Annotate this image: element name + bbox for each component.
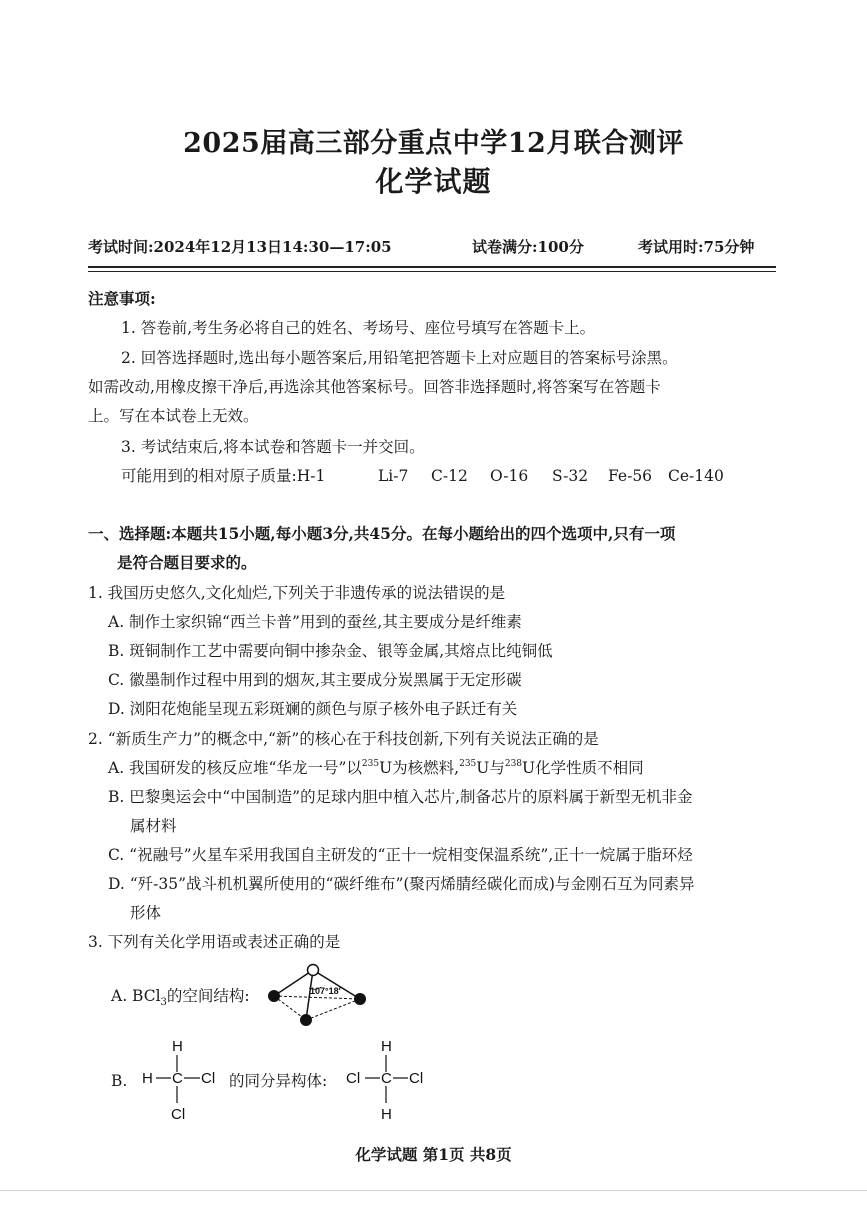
atomic-mass-h: H-1: [296, 467, 326, 485]
atom-top-h: H: [381, 1038, 392, 1055]
atomic-mass-s: S-32: [552, 467, 589, 485]
q3a-subscript: 3: [160, 997, 167, 1008]
question-1-option-b: B. 斑铜制作工艺中需要向铜中掺杂金、银等金属,其熔点比纯铜低: [108, 642, 553, 660]
bond-angle-label: 107°18′: [310, 986, 341, 996]
atom-top-h: H: [172, 1038, 183, 1055]
atom-left-cl: Cl: [346, 1070, 361, 1087]
question-2-option-c: C. “祝融号”火星车采用我国自主研发的“正十一烷相变保温系统”,正十一烷属于脂环烃: [108, 846, 693, 864]
cl-atom-left: [268, 990, 280, 1002]
atom-center-c: C: [172, 1070, 183, 1087]
question-2-option-d-line-1: D. “歼-35”战斗机机翼所使用的“碳纤维布”(聚丙烯腈经碳化而成)与金刚石互为同素异: [108, 875, 695, 893]
section-1-heading-line-1: 一、选择题:本题共15小题,每小题3分,共45分。在每小题给出的四个选项中,只有一项: [88, 524, 676, 543]
atomic-mass-ce: Ce-140: [668, 467, 724, 485]
q2a-isotope-sup-1: 235: [361, 759, 380, 769]
full-score: 试卷满分:100分: [472, 238, 584, 256]
ch2cl2-structure-1: [138, 1035, 228, 1127]
q3a-suffix: 的空间结构:: [166, 987, 250, 1005]
question-3-option-b-text: 的同分异构体:: [229, 1072, 328, 1090]
exam-duration: 考试用时:75分钟: [638, 238, 755, 256]
notice-item-2-line-3: 上。写在本试卷上无效。: [88, 407, 259, 425]
question-2-option-d-line-2: 形体: [130, 904, 162, 922]
q2a-isotope-sup-3: 238: [504, 759, 523, 769]
atom-bottom-h: H: [381, 1106, 392, 1123]
question-3-option-a-label: [111, 986, 250, 1009]
question-3-option-b-label: B.: [111, 1072, 128, 1090]
question-3-stem: 3. 下列有关化学用语或表述正确的是: [88, 933, 341, 951]
central-atom: [308, 965, 319, 976]
base-edge-3: [306, 999, 360, 1020]
atom-right-cl: Cl: [409, 1070, 424, 1087]
notice-item-3: 3. 考试结束后,将本试卷和答题卡一并交回。: [121, 438, 425, 456]
notice-item-2-line-1: 2. 回答选择题时,选出每小题答案后,用铅笔把答题卡上对应题目的答案标号涂黑。: [121, 349, 678, 367]
atom-bottom-cl: Cl: [171, 1106, 186, 1123]
notice-item-1: 1. 答卷前,考生务必将自己的姓名、考场号、座位号填写在答题卡上。: [121, 319, 596, 337]
atomic-mass-fe: Fe-56: [608, 467, 653, 485]
page-bottom-edge: [0, 1190, 867, 1191]
atomic-mass-o: O-16: [490, 467, 529, 485]
header-divider-thin: [88, 271, 776, 272]
question-1-option-a: A. 制作土家织锦“西兰卡普”用到的蚕丝,其主要成分是纤维素: [108, 613, 522, 631]
question-2-option-a: [108, 758, 644, 781]
atomic-mass-row: [121, 466, 325, 486]
question-1-option-c: C. 徽墨制作过程中用到的烟灰,其主要成分炭黑属于无定形碳: [108, 671, 522, 689]
q2a-prefix: A. 我国研发的核反应堆“华龙一号”以: [108, 759, 362, 777]
exam-time: 考试时间:2024年12月13日14:30—17:05: [88, 238, 392, 256]
atomic-mass-c: C-12: [431, 467, 468, 485]
question-2-option-b-line-2: 属材料: [130, 817, 177, 835]
notice-item-2-line-2: 如需改动,用橡皮擦干净后,再选涂其他答案标号。回答非选择题时,将答案写在答题卡: [88, 378, 661, 396]
bond-top-left: [274, 970, 313, 996]
header-divider: [88, 266, 776, 268]
section-1-heading-line-2: 是符合题目要求的。: [117, 553, 257, 572]
ch2cl2-structure-2: [344, 1035, 434, 1127]
question-2-option-b-line-1: B. 巴黎奥运会中“中国制造”的足球内胆中植入芯片,制备芯片的原料属于新型无机非金: [108, 788, 693, 806]
q2a-mid: U为核燃料,: [379, 759, 460, 777]
exam-title: 2025届高三部分重点中学12月联合测评: [183, 128, 684, 159]
notice-heading: 注意事项:: [88, 289, 156, 308]
exam-subject: 化学试题: [375, 165, 492, 198]
base-edge-1: [274, 996, 360, 999]
q2a-end: U化学性质不相同: [522, 759, 644, 777]
atom-center-c: C: [381, 1070, 392, 1087]
q2a-mid2: U与: [476, 759, 505, 777]
q3a-prefix: A. BCl: [111, 987, 161, 1005]
atomic-mass-li: Li-7: [378, 467, 409, 485]
atomic-mass-label: 可能用到的相对原子质量:: [121, 467, 297, 485]
q2a-isotope-sup-2: 235: [459, 759, 477, 769]
cl-atom-bottom: [300, 1014, 312, 1026]
bcl3-structure-diagram: [258, 958, 373, 1033]
atom-left-h: H: [142, 1070, 153, 1087]
question-2-stem: 2. “新质生产力”的概念中,“新”的核心在于科技创新,下列有关说法正确的是: [88, 730, 599, 748]
atom-right-cl: Cl: [201, 1070, 216, 1087]
question-1-option-d: D. 浏阳花炮能呈现五彩斑斓的颜色与原子核外电子跃迁有关: [108, 700, 518, 718]
question-1-stem: 1. 我国历史悠久,文化灿烂,下列关于非遗传承的说法错误的是: [88, 584, 506, 602]
page-footer: 化学试题 第1页 共8页: [355, 1145, 512, 1164]
cl-atom-right: [354, 993, 366, 1005]
